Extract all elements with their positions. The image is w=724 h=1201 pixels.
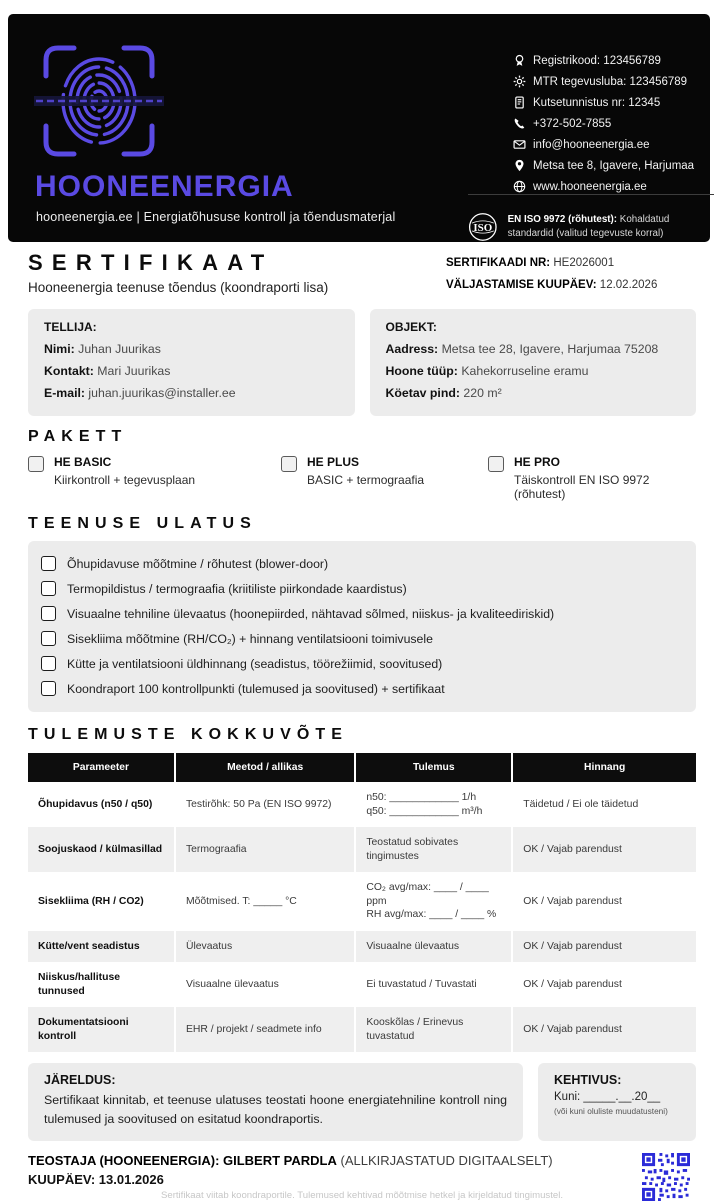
package-option-pro [488, 455, 696, 501]
cell-result: Kooskõlas / Erinevus tuvastatud [355, 1007, 512, 1052]
cell-param: Õhupidavus (n50 / q50) [38, 798, 153, 810]
field-value: Mari Juurikas [97, 364, 171, 378]
issue-date-label: VÄLJASTAMISE KUUPÄEV: [446, 279, 597, 291]
contact-email [513, 134, 718, 155]
service-item [41, 576, 683, 601]
column-header: Meetod / allikas [175, 753, 355, 782]
table-row [28, 962, 696, 1007]
cell-param: Niiskus/hallituse tunnused [38, 972, 120, 997]
cell-method: Termograafia [175, 827, 355, 872]
package-name: HE PRO [514, 455, 561, 469]
table-row [28, 931, 696, 963]
contact-mtr [513, 71, 718, 92]
cell-param: Sisekliima (RH / CO2) [38, 895, 144, 907]
object-address [386, 338, 681, 360]
email-icon [513, 138, 526, 151]
results-table-head [28, 753, 696, 782]
validity-box [538, 1063, 696, 1141]
table-row [28, 827, 696, 872]
cell-result: Teostatud sobivates tingimustes [355, 827, 512, 872]
field-value: Metsa tee 28, Igavere, Harjumaa 75208 [441, 342, 659, 356]
service-checkbox[interactable] [41, 631, 56, 646]
cell-result [355, 782, 512, 827]
cell-result: Visuaalne ülevaatus [355, 931, 512, 963]
contact-text: MTR tegevusluba: 123456789 [533, 75, 688, 88]
field-label: Nimi: [44, 342, 75, 356]
contact-text: +372-502-7855 [533, 117, 612, 130]
globe-icon [513, 180, 526, 193]
certificate-icon [513, 96, 526, 109]
field-value: Kahekorruseline eramu [461, 364, 589, 378]
header-card [8, 14, 710, 242]
package-basic-labels [54, 455, 195, 501]
results-heading: TULEMUSTE KOKKUVÕTE [28, 726, 348, 743]
cell-rating: OK / Vajab parendust [512, 962, 696, 1007]
certificate-meta [446, 250, 696, 296]
brand-name: HOONEENERGIA [35, 170, 294, 203]
client-name [44, 338, 339, 360]
package-options [28, 455, 696, 501]
performer-name: TEOSTAJA (HOONEENERGIA): GILBERT PARDLA [28, 1153, 337, 1168]
service-label: Õhupidavuse mõõtmine / rõhutest (blower-door) [67, 556, 329, 571]
fingerprint-icon [32, 34, 166, 168]
conclusion-row [28, 1063, 696, 1141]
contact-text: Metsa tee 8, Igavere, Harjumaa [533, 159, 695, 172]
object-area [386, 382, 681, 404]
certificate-body [28, 250, 696, 1201]
validity-until-line: Kuni: _____.__.20__ [554, 1091, 661, 1103]
cell-result: Ei tuvastatud / Tuvastati [355, 962, 512, 1007]
result-line: n50: ____________ 1/h [366, 792, 477, 803]
object-box-title: OBJEKT: [385, 320, 437, 334]
service-checkbox[interactable] [41, 581, 56, 596]
package-heading: PAKETT [28, 428, 128, 445]
contact-list [513, 50, 718, 197]
cell-method: Mõõtmised. T: _____ °C [175, 872, 355, 931]
certificate-number-label: SERTIFIKAADI NR: [446, 257, 551, 269]
service-label: Kütte ja ventilatsiooni üldhinnang (seadistus, töörežiimid, soovitused) [67, 656, 443, 671]
package-basic-checkbox[interactable] [28, 456, 44, 472]
package-name: HE BASIC [54, 455, 112, 469]
certificate-head [28, 250, 696, 296]
fingerprint-scan-logo [32, 34, 166, 168]
cell-rating: OK / Vajab parendust [512, 872, 696, 931]
contact-text: info@hooneenergia.ee [533, 138, 650, 151]
field-label: Köetav pind: [385, 386, 460, 400]
signing-date: KUUPÄEV: 13.01.2026 [28, 1172, 164, 1187]
results-table [28, 753, 696, 1052]
object-type [386, 360, 681, 382]
package-desc: Täiskontroll EN ISO 9972 (rõhutest) [514, 473, 650, 501]
client-box-title: TELLIJA: [44, 320, 97, 334]
qr-code [642, 1153, 690, 1201]
certificate-number-value: HE2026001 [553, 257, 615, 269]
field-label: Hoone tüüp: [385, 364, 458, 378]
package-section [28, 428, 696, 501]
service-label: Visuaalne tehniline ülevaatus (hoonepiirded, nähtavad sõlmed, niiskus- ja kvaliteediriskid) [67, 606, 555, 621]
iso-certification [468, 194, 714, 250]
page-title: SERTIFIKAAT [28, 250, 274, 275]
brand-tagline: hooneenergia.ee | Energiatõhususe kontroll ja tõendusmaterjal [36, 210, 396, 224]
cell-method: Visuaalne ülevaatus [175, 962, 355, 1007]
service-label: Koondraport 100 kontrollpunkti (tulemused ja soovitused) + sertifikaat [67, 681, 445, 696]
field-value: 220 m² [463, 386, 502, 400]
service-checkbox[interactable] [41, 681, 56, 696]
contact-text: Kutsetunnistus nr: 12345 [533, 96, 661, 109]
field-value: Juhan Juurikas [78, 342, 161, 356]
object-box [370, 309, 697, 416]
issue-date-value: 12.02.2026 [599, 279, 658, 291]
cell-method: EHR / projekt / seadmete info [175, 1007, 355, 1052]
service-label: Termopildistus / termograafia (kriitiliste piirkondade kaardistus) [67, 581, 407, 596]
cell-result [355, 872, 512, 931]
table-row [28, 1007, 696, 1052]
phone-icon [513, 117, 526, 130]
service-label: Sisekliima mõõtmine (RH/CO₂) + hinnang ventilatsiooni toimivusele [67, 631, 433, 646]
package-desc: Kiirkontroll + tegevusplaan [54, 473, 196, 487]
column-header: Tulemus [355, 753, 512, 782]
contact-text: Registrikood: 123456789 [533, 54, 661, 67]
table-row [28, 782, 696, 827]
cell-param: Soojuskaod / külmasillad [38, 843, 163, 855]
conclusion-text: Sertifikaat kinnitab, et teenuse ulatuses teostati hoone energiatehniline kontroll ning tulemused ja soovitused on esitatud koondraportis. [44, 1093, 507, 1126]
package-pro-labels [514, 455, 696, 501]
service-checkbox[interactable] [41, 556, 56, 571]
field-label: Kontakt: [44, 364, 94, 378]
issue-date [446, 274, 696, 296]
iso-standard-text [508, 213, 714, 241]
results-table-body [28, 782, 696, 1052]
performer-signature-note: (ALLKIRJASTATUD DIGITAALSELT) [336, 1153, 553, 1168]
service-item [41, 676, 683, 701]
package-option-basic [28, 455, 281, 501]
cell-rating: OK / Vajab parendust [512, 931, 696, 963]
certificate-title-block [28, 250, 328, 296]
cell-param: Dokumentatsiooni kontroll [38, 1017, 129, 1042]
certificate-number [446, 252, 696, 274]
iso-standard-bold: EN ISO 9972 (rõhutest): [507, 214, 618, 225]
package-plus-labels [307, 455, 424, 501]
service-item [41, 626, 683, 651]
service-checkbox[interactable] [41, 606, 56, 621]
conclusion-box [28, 1063, 523, 1141]
result-line: q50: ____________ m³/h [366, 805, 483, 817]
field-label: Aadress: [385, 342, 439, 356]
footer [28, 1153, 696, 1201]
cell-method: Testirõhk: 50 Pa (EN ISO 9972) [175, 782, 355, 827]
contact-registry [513, 50, 718, 71]
field-value: juhan.juurikas@installer.ee [88, 386, 236, 400]
service-item [41, 601, 683, 626]
party-row [28, 309, 696, 416]
client-email [44, 382, 339, 404]
service-checkbox[interactable] [41, 656, 56, 671]
field-label: E-mail: [44, 386, 85, 400]
package-name: HE PLUS [307, 455, 360, 469]
package-option-plus [281, 455, 488, 501]
contact-phone [513, 113, 718, 134]
svg-text:ISO: ISO [473, 221, 493, 234]
performer-line [28, 1153, 632, 1168]
column-header: Parameeter [28, 753, 175, 782]
validity-title: KEHTIVUS: [554, 1073, 622, 1087]
column-header: Hinnang [512, 753, 696, 782]
cell-param: Kütte/vent seadistus [38, 940, 140, 952]
location-icon [513, 159, 526, 172]
contact-kutsetunnistus [513, 92, 718, 113]
package-pro-checkbox[interactable] [488, 456, 504, 472]
award-icon [513, 54, 526, 67]
contact-text: www.hooneenergia.ee [533, 180, 647, 193]
cell-rating: OK / Vajab parendust [512, 827, 696, 872]
table-row [28, 872, 696, 931]
service-item [41, 651, 683, 676]
client-contact [44, 360, 339, 382]
result-line: RH avg/max: ____ / ____ % [366, 909, 497, 920]
footer-disclaimer: Sertifikaat viitab koondraportile. Tulemused kehtivad mõõtmise hetkel ja kirjeldatud tingimustel. [160, 1190, 564, 1201]
validity-note: (või kuni oluliste muudatusteni) [554, 1106, 668, 1116]
gear-icon [513, 75, 526, 88]
service-scope-section [28, 515, 696, 712]
conclusion-title: JÄRELDUS: [44, 1073, 116, 1087]
service-item [41, 551, 683, 576]
contact-address [513, 155, 718, 176]
package-desc: BASIC + termograafia [307, 473, 425, 487]
service-scope-panel [28, 541, 696, 712]
client-box [28, 309, 355, 416]
results-section [28, 726, 696, 1052]
iso-logo-icon [468, 204, 498, 250]
cell-rating: OK / Vajab parendust [512, 1007, 696, 1052]
package-plus-checkbox[interactable] [281, 456, 297, 472]
iso-standard-rest: Kohaldatud standardid (valitud tegevuste korral) [507, 214, 670, 239]
cell-rating: Täidetud / Ei ole täidetud [512, 782, 696, 827]
result-line: CO₂ avg/max: ____ / ____ ppm [366, 882, 489, 907]
page-subtitle: Hooneenergia teenuse tõendus (koondraporti lisa) [28, 280, 329, 295]
service-scope-heading: TEENUSE ULATUS [28, 515, 257, 532]
cell-method: Ülevaatus [175, 931, 355, 963]
